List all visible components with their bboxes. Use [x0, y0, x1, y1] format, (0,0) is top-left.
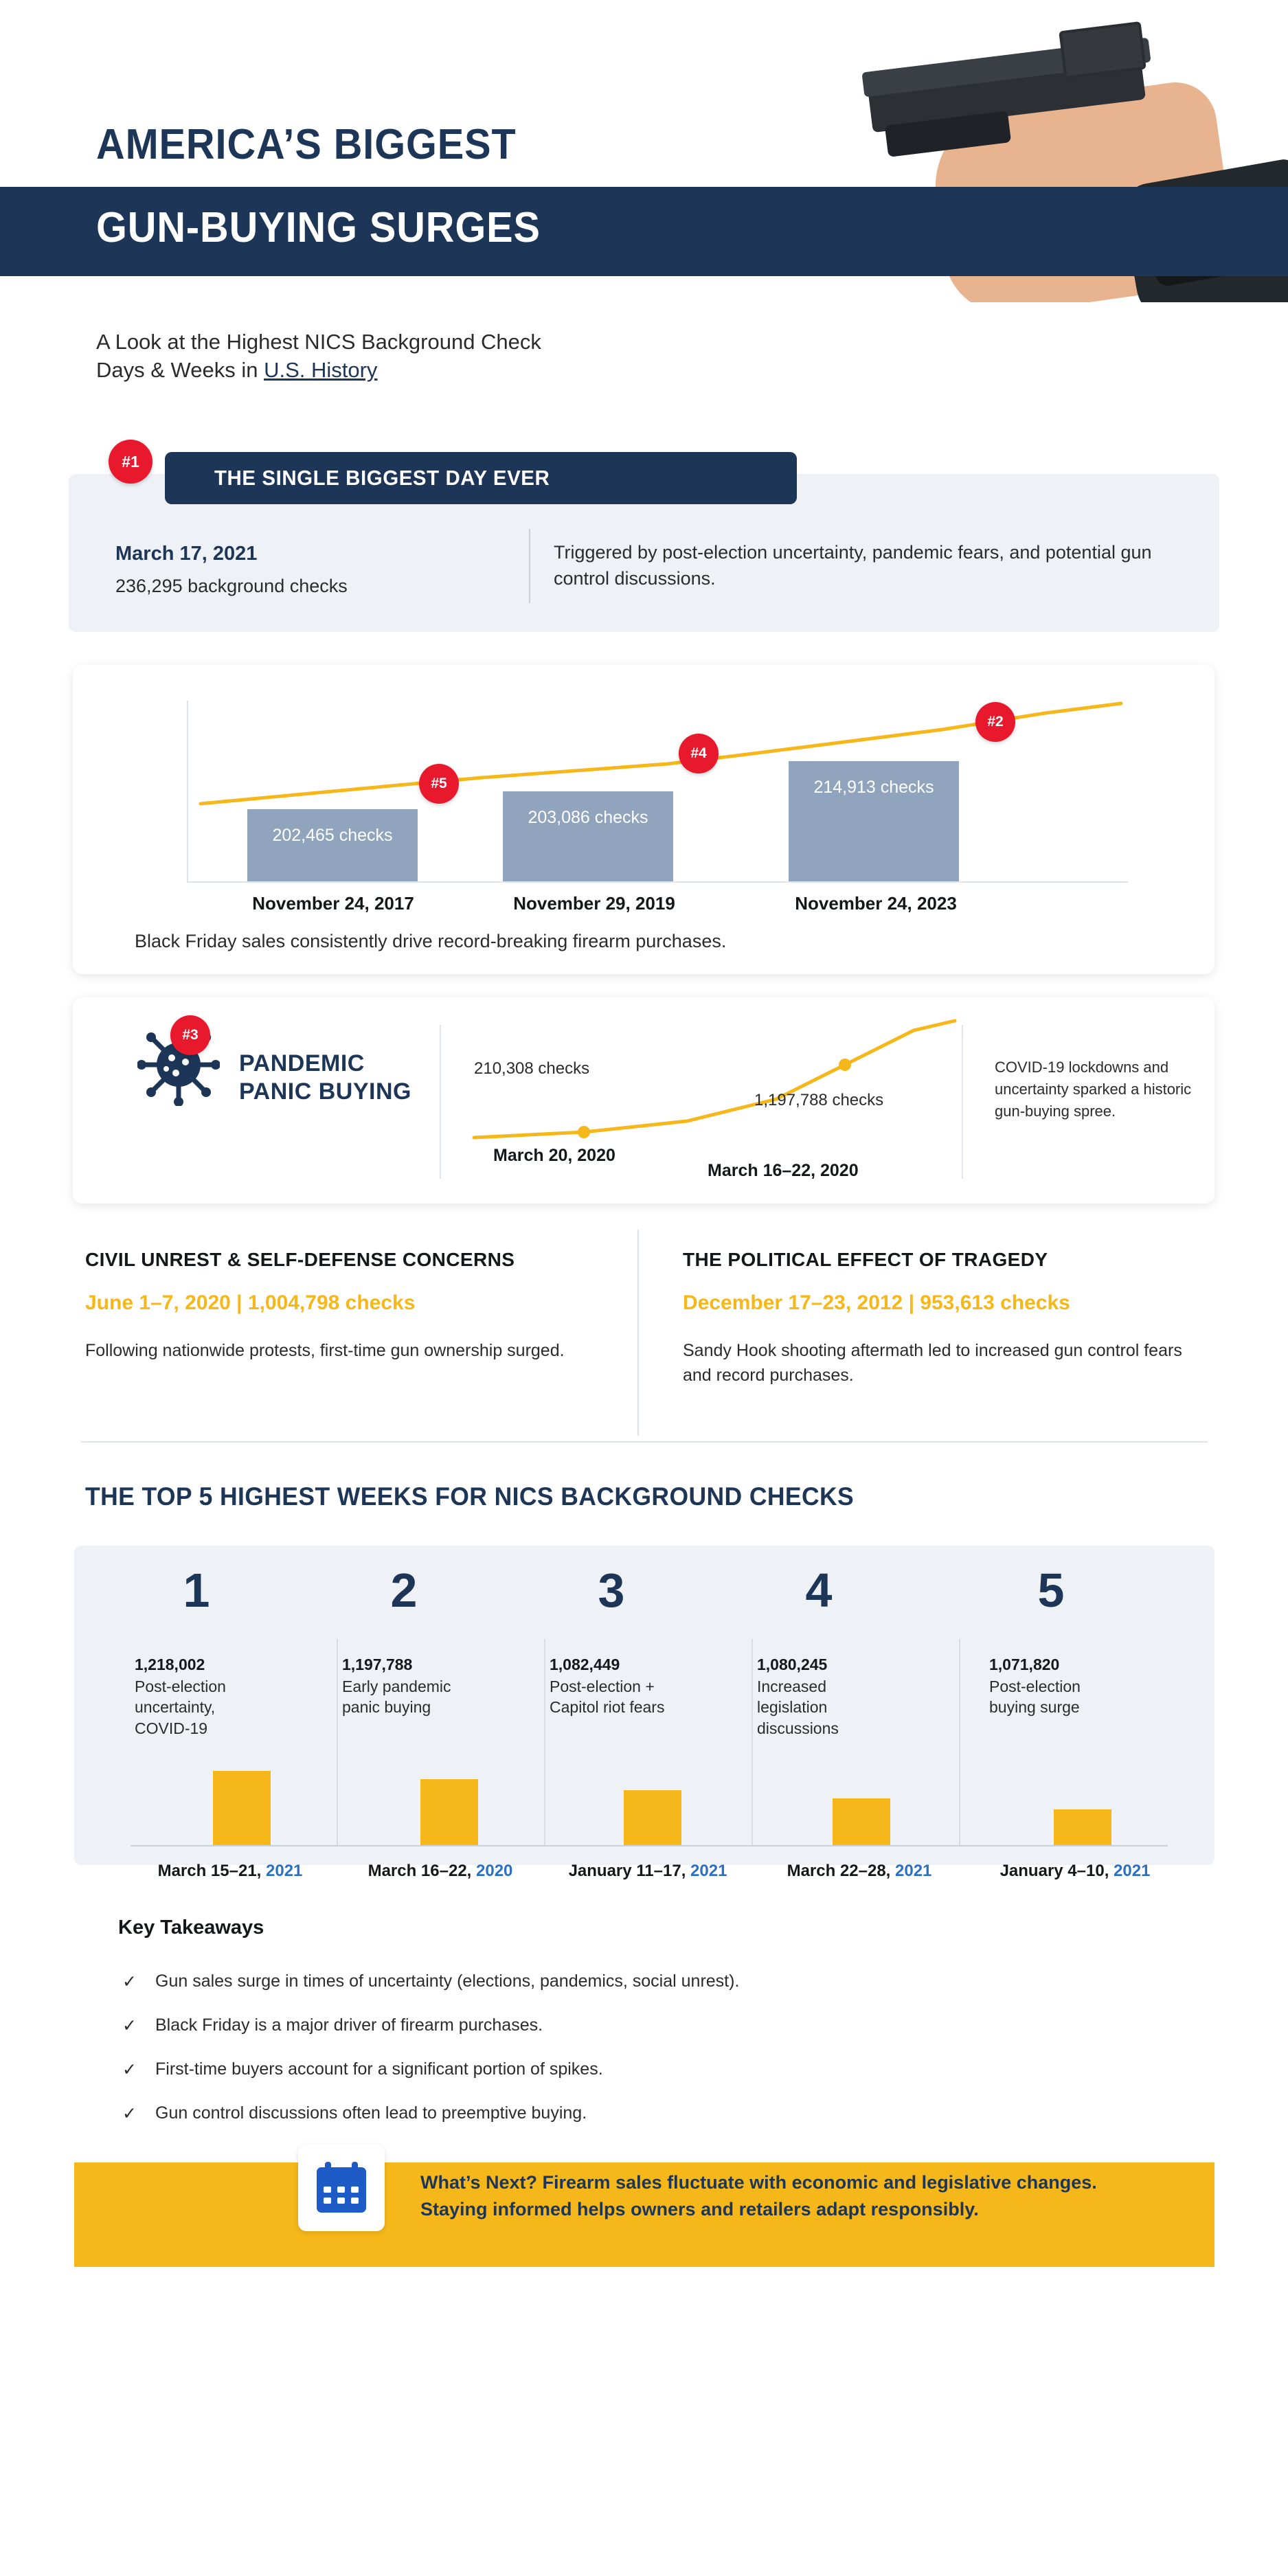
biggest-day-checks: 236,295 background checks [115, 576, 348, 596]
civil-unrest-stat: June 1–7, 2020 | 1,004,798 checks [85, 1291, 416, 1314]
top5-date-text-5: January 4–10, [999, 1862, 1114, 1880]
pandemic-line-chart [460, 1017, 969, 1154]
top5-item-5 [989, 1563, 1195, 1718]
top5-rank-5: 5 [1037, 1563, 1065, 1617]
top5-date-text-3: January 11–17, [568, 1862, 691, 1880]
rank-badge-5: #5 [419, 764, 459, 804]
top5-x-axis [131, 1845, 1168, 1846]
black-friday-caption: Black Friday sales consistently drive record-breaking firearm purchases. [135, 931, 727, 951]
top5-date-3 [534, 1862, 761, 1881]
top5-date-4 [746, 1862, 973, 1881]
biggest-day-description: Triggered by post-election uncertainty, pandemic fears, and potential gun control discussions. [554, 542, 1152, 589]
top5-desc-3: Post-election + Capitol riot fears [550, 1677, 665, 1717]
pandemic-title-line2: PANIC BUYING [239, 1078, 411, 1105]
check-icon: ✓ [122, 2060, 137, 2079]
bar-nov-2019: 203,086 checks [503, 791, 673, 881]
top5-desc-2: Early pandemic panic buying [342, 1677, 451, 1717]
divider [529, 529, 530, 603]
top5-number-3: 1,082,449 [550, 1656, 620, 1673]
top5-rank-1: 1 [183, 1563, 210, 1617]
top5-bar-3 [624, 1790, 681, 1845]
top5-date-5 [962, 1862, 1188, 1881]
top5-number-2: 1,197,788 [342, 1656, 413, 1673]
top5-date-text-4: March 22–28, [787, 1862, 896, 1880]
top5-bar-2 [420, 1779, 478, 1845]
hero-section [0, 0, 1288, 323]
bar-nov-2017: 202,465 checks [247, 809, 418, 881]
pandemic-description: COVID-19 lockdowns and uncertainty sparked a historic gun-buying spree. [995, 1059, 1192, 1120]
key-takeaway-item-3: First-time buyers account for a significant portion of spikes. [155, 2059, 603, 2079]
footer-section [0, 2287, 1288, 2576]
top5-desc-1: Post-election uncertainty, COVID-19 [135, 1677, 226, 1737]
top5-date-year-5: 2021 [1114, 1862, 1151, 1880]
top5-date-year-2: 2020 [476, 1862, 513, 1880]
top5-title: THE TOP 5 HIGHEST WEEKS FOR NICS BACKGROUND CHECKS [85, 1482, 855, 1511]
x-label-nov-2017: November 24, 2017 [252, 893, 414, 914]
cta-text: What’s Next? Firearm sales fluctuate with economic and legislative changes. Staying informed helps owners and retailers adapt responsibly. [420, 2172, 1097, 2219]
top5-bar-4 [833, 1798, 890, 1845]
biggest-day-date: March 17, 2021 [115, 543, 258, 565]
red-dot-optic-icon [1059, 21, 1146, 79]
top5-item-3 [550, 1563, 756, 1718]
pandemic-value-2: 1,197,788 checks [754, 1091, 884, 1109]
top5-number-1: 1,218,002 [135, 1656, 205, 1673]
page-title-line1: AMERICA’S BIGGEST [96, 121, 517, 168]
top5-date-text-2: March 16–22, [368, 1862, 477, 1880]
check-icon: ✓ [122, 2016, 137, 2035]
top5-number-5: 1,071,820 [989, 1656, 1060, 1673]
key-takeaway-item-1: Gun sales surge in times of uncertainty (elections, pandemics, social unrest). [155, 1971, 740, 1991]
x-label-nov-2019: November 29, 2019 [513, 893, 675, 914]
pandemic-title-line1: PANDEMIC [239, 1050, 365, 1076]
x-label-nov-2023: November 24, 2023 [795, 893, 957, 914]
top5-date-year-3: 2021 [690, 1862, 727, 1880]
pandemic-date-2: March 16–22, 2020 [708, 1161, 859, 1180]
pandemic-date-1: March 20, 2020 [493, 1146, 615, 1165]
divider [637, 1230, 639, 1436]
top5-rank-4: 4 [805, 1563, 833, 1617]
civil-unrest-heading: CIVIL UNREST & SELF-DEFENSE CONCERNS [85, 1249, 515, 1270]
top5-rank-3: 3 [598, 1563, 625, 1617]
rank-badge-2: #2 [975, 702, 1015, 742]
subtitle-link[interactable]: U.S. History [264, 357, 378, 382]
top5-desc-5: Post-election buying surge [989, 1677, 1081, 1717]
divider [81, 1441, 1208, 1443]
pandemic-value-1: 210,308 checks [474, 1059, 590, 1078]
check-icon: ✓ [122, 1972, 137, 1991]
bar-nov-2023: 214,913 checks [789, 761, 959, 881]
subtitle-line1: A Look at the Highest NICS Background Check [96, 330, 541, 354]
rank-badge-4: #4 [679, 734, 719, 773]
key-takeaway-item-4: Gun control discussions often lead to preemptive buying. [155, 2103, 587, 2123]
calendar-icon [313, 2159, 370, 2217]
biggest-day-header [165, 452, 797, 504]
top5-date-text-1: March 15–21, [157, 1862, 267, 1880]
political-tragedy-description: Sandy Hook shooting aftermath led to increased gun control fears and record purchases. [683, 1341, 1182, 1386]
political-tragedy-heading: THE POLITICAL EFFECT OF TRAGEDY [683, 1249, 1048, 1270]
top5-bar-1 [213, 1771, 271, 1845]
pandemic-title [239, 1050, 411, 1107]
subtitle-line2: Days & Weeks in [96, 357, 264, 382]
check-icon: ✓ [122, 2104, 137, 2123]
top5-rank-2: 2 [390, 1563, 418, 1617]
page-subtitle [96, 328, 541, 385]
top5-number-4: 1,080,245 [757, 1656, 828, 1673]
rank-badge-1: #1 [109, 440, 152, 484]
top5-item-2 [342, 1563, 548, 1718]
top5-desc-4: Increased legislation discussions [757, 1677, 839, 1737]
key-takeaway-item-2: Black Friday is a major driver of firearm purchases. [155, 2015, 543, 2035]
rank-badge-3: #3 [170, 1015, 210, 1055]
top5-date-1 [117, 1862, 343, 1881]
biggest-day-header-label: THE SINGLE BIGGEST DAY EVER [214, 466, 550, 490]
divider [440, 1025, 441, 1179]
page-title-line2: GUN-BUYING SURGES [96, 204, 541, 251]
top5-bar-5 [1054, 1809, 1111, 1845]
top5-date-year-4: 2021 [895, 1862, 932, 1880]
key-takeaways-title: Key Takeaways [118, 1917, 264, 1939]
cta-icon-box [298, 2145, 385, 2231]
civil-unrest-description: Following nationwide protests, first-time gun ownership surged. [85, 1341, 565, 1360]
top5-date-2 [327, 1862, 554, 1881]
political-tragedy-stat: December 17–23, 2012 | 953,613 checks [683, 1291, 1070, 1314]
top5-item-1 [135, 1563, 341, 1739]
top5-date-year-1: 2021 [266, 1862, 303, 1880]
top5-item-4 [757, 1563, 963, 1739]
